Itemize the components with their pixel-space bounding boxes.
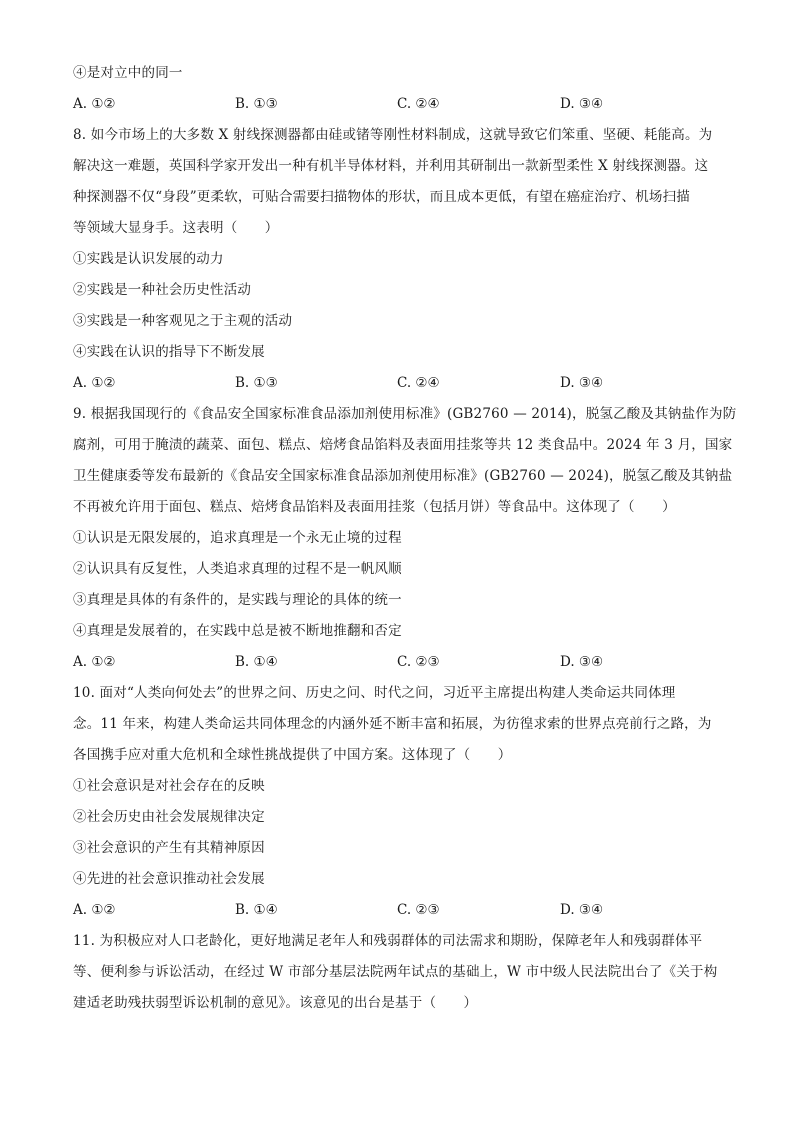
exam-page: [73, 58, 737, 1019]
question-stem-line: 8. 如今市场上的大多数 X 射线探测器都由硅或锗等刚性材料制成，这就导致它们笨重、坚硬、耗能高。为: [73, 127, 713, 143]
option-d[interactable]: D. ③④: [560, 654, 604, 670]
option-a[interactable]: A. ①②: [73, 375, 116, 391]
answer-options: [73, 895, 723, 926]
question-8: [73, 120, 723, 399]
prev-options: [73, 89, 723, 120]
prev-statement-4: ④是对立中的同一: [73, 65, 183, 81]
option-c[interactable]: C. ②③: [397, 902, 440, 918]
statement-4: ④先进的社会意识推动社会发展: [73, 871, 265, 887]
option-b[interactable]: B. ①④: [235, 902, 278, 918]
question-11: [73, 926, 723, 1019]
option-d[interactable]: D. ③④: [560, 375, 604, 391]
option-d[interactable]: D. ③④: [560, 902, 604, 918]
option-b[interactable]: B. ①④: [235, 654, 278, 670]
question-stem-line: 等、便利参与诉讼活动，在经过 W 市部分基层法院两年试点的基础上，W 市中级人民法院出台了《关于构: [73, 964, 718, 980]
statement-3: ③真理是具体的有条件的，是实践与理论的具体的统一: [73, 592, 402, 608]
question-stem-line: 腐剂，可用于腌渍的蔬菜、面包、糕点、焙烤食品馅料及表面用挂浆等共 12 类食品中。2024 年 3 月，国家: [73, 437, 733, 453]
statement-1: ①社会意识是对社会存在的反映: [73, 778, 265, 794]
option-a[interactable]: A. ①②: [73, 654, 116, 670]
statement-1: ①认识是无限发展的，追求真理是一个永无止境的过程: [73, 530, 402, 546]
statement-1: ①实践是认识发展的动力: [73, 251, 224, 267]
question-stem-line: 等领域大显身手。这表明（ ）: [73, 220, 279, 236]
question-stem-line: 建适老助残扶弱型诉讼机制的意见》。该意见的出台是基于（ ）: [73, 995, 478, 1011]
option-c[interactable]: C. ②④: [397, 375, 440, 391]
answer-options: [73, 647, 723, 678]
question-stem-line: 11. 为积极应对人口老龄化，更好地满足老年人和残弱群体的司法需求和期盼，保障老年人和残弱群体平: [73, 933, 703, 949]
question-stem-line: 9. 根据我国现行的《食品安全国家标准食品添加剂使用标准》(GB2760 — 2014)，脱氢乙酸及其钠盐作为防: [73, 406, 737, 422]
option-b[interactable]: B. ①③: [235, 375, 278, 391]
option-d[interactable]: D. ③④: [560, 96, 604, 112]
option-a[interactable]: A. ①②: [73, 96, 116, 112]
statement-2: ②认识具有反复性，人类追求真理的过程不是一帆风顺: [73, 561, 402, 577]
statement-2: ②社会历史由社会发展规律决定: [73, 809, 265, 825]
question-9: [73, 399, 737, 678]
question-stem-line: 卫生健康委等发布最新的《食品安全国家标准食品添加剂使用标准》(GB2760 — 2024)，脱氢乙酸及其钠盐: [73, 468, 733, 484]
answer-options: [73, 368, 723, 399]
question-stem-line: 不再被允许用于面包、糕点、焙烤食品馅料及表面用挂浆（包括月饼）等食品中。这体现了（ ）: [73, 499, 676, 515]
question-stem-line: 10. 面对“人类向何处去”的世界之问、历史之问、时代之问，习近平主席提出构建人类命运共同体理: [73, 685, 676, 701]
question-stem-line: 解决这一难题，英国科学家开发出一种有机半导体材料，并利用其研制出一款新型柔性 X 射线探测器。这: [73, 158, 709, 174]
option-a[interactable]: A. ①②: [73, 902, 116, 918]
statement-3: ③实践是一种客观见之于主观的活动: [73, 313, 293, 329]
question-stem-line: 念。11 年来，构建人类命运共同体理念的内涵外延不断丰富和拓展，为彷徨求索的世界点亮前行之路，为: [73, 716, 712, 732]
question-10: [73, 678, 723, 926]
statement-2: ②实践是一种社会历史性活动: [73, 282, 252, 298]
option-c[interactable]: C. ②④: [397, 96, 440, 112]
question-stem-line: 各国携手应对重大危机和全球性挑战提供了中国方案。这体现了（ ）: [73, 747, 512, 763]
statement-4: ④实践在认识的指导下不断发展: [73, 344, 265, 360]
statement-3: ③社会意识的产生有其精神原因: [73, 840, 265, 856]
option-b[interactable]: B. ①③: [235, 96, 278, 112]
statement-4: ④真理是发展着的，在实践中总是被不断地推翻和否定: [73, 623, 402, 639]
question-stem-line: 种探测器不仅“身段”更柔软，可贴合需要扫描物体的形状，而且成本更低，有望在癌症治疗、机场扫描: [73, 189, 691, 205]
option-c[interactable]: C. ②③: [397, 654, 440, 670]
